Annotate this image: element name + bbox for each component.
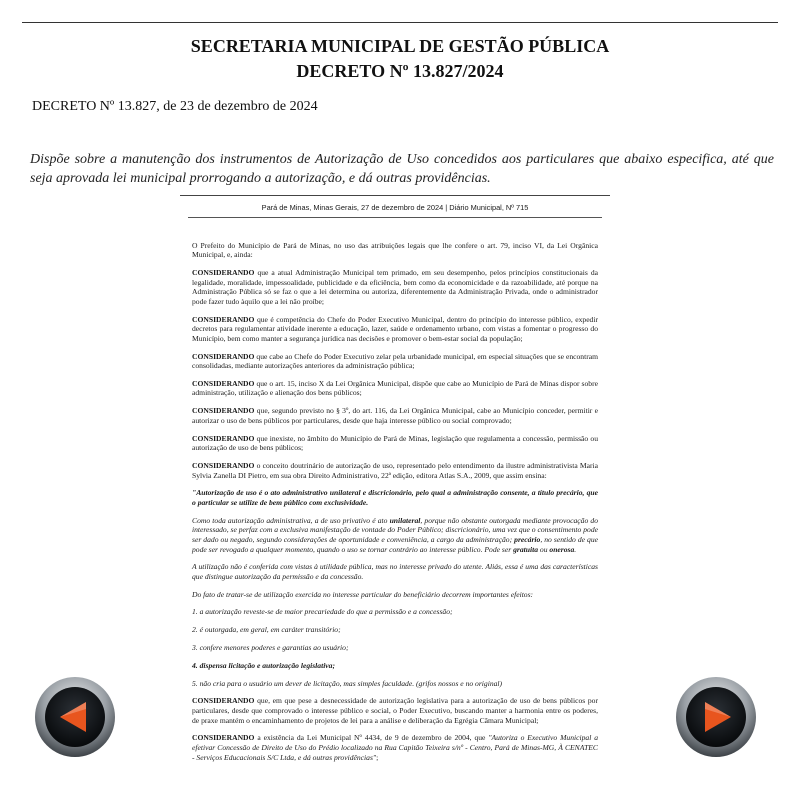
considerando-text: que inexiste, no âmbito do Município de Pará de Minas, legislação que regulamenta a concessão, permissão ou autorização de uso de bens públicos;	[192, 433, 598, 453]
considerando-paragraph	[192, 696, 598, 725]
considerando-label: CONSIDERANDO	[192, 461, 255, 470]
decree-title: DECRETO Nº 13.827/2024	[296, 61, 504, 81]
considerando-label: CONSIDERANDO	[192, 267, 255, 277]
gazette-intro: O Prefeito do Município de Pará de Minas, no uso das atribuições legais que lhe confere o art. 79, inciso VI, da Lei Orgânica Municipal, e, ainda:	[192, 240, 598, 260]
considerando-text: o conceito doutrinário de autorização de uso, representado pelo entendimento da ilustre administrativista Maria Sylvia Zanella DI Pietro, em sua obra Direito Administrativo, 22ª edição, editora Atlas S.A., 2009, que assim ensina:	[192, 461, 598, 480]
decree-summary: Dispõe sobre a manutenção dos instrumentos de Autorização de Uso concedidos aos particulares que abaixo especifica, até que seja aprovada lei municipal prorrogando a autorização, e dá outras providências.	[30, 152, 774, 186]
doctrine-quote-paragraph	[192, 516, 598, 554]
summary-divider	[180, 195, 610, 196]
secretariat-title: SECRETARIA MUNICIPAL DE GESTÃO PÚBLICA	[190, 36, 610, 56]
quote-text: , porque não obstante outorgada mediante provocação do interessado, se perfaz com a exclusiva manifestação de vontade do Poder Público; discricionário, uma vez que o consentimento pode ser dado ou negado, segundo considerações de oportunidade e conveniência, a cargo da administração;	[192, 515, 599, 544]
next-page-button[interactable]	[675, 676, 757, 758]
quote-text: Como toda autorização administrativa, a de uso privativo é ato	[192, 515, 390, 525]
considerando-text: que é competência do Chefe do Poder Executivo Municipal, dentro do princípio do interesse público, expedir decretos para regulamentar atividade inerente a educação, lazer, saúde e ordenamento urbano, com vistas a fomentar o progresso do Município, bem como manter a segurança jurídica nas decisões e promover o bem-estar social da população;	[192, 314, 598, 343]
gazette-excerpt	[180, 203, 610, 801]
considerando-label: CONSIDERANDO	[192, 406, 255, 416]
considerando-text: a existência da Lei Municipal Nº 4434, de 9 de dezembro de 2004, que	[254, 733, 489, 743]
quote-text: .	[574, 544, 577, 554]
considerando-label: CONSIDERANDO	[192, 314, 255, 324]
quote-text: , no sentido de que pode ser revogado a qualquer momento, quando o uso se tornar contrário ao interesse público. Pode ser	[192, 534, 598, 554]
play-left-icon	[34, 676, 116, 758]
considerando-paragraph	[192, 461, 598, 480]
decree-date-line: DECRETO Nº 13.827, de 23 de dezembro de 2024	[32, 99, 318, 114]
doctrine-quote-paragraph: A utilização não é conferida com vistas à utilidade pública, mas no interesse privado do utente. Aliás, essa é uma das características que distingue autorização da permissão e da concessão.	[192, 562, 598, 581]
previous-page-button[interactable]	[34, 676, 116, 758]
considerando-text: que o art. 15, inciso X da Lei Orgânica Municipal, dispõe que cabe ao Município de Pará de Minas dispor sobre administração, utilização e alienação dos bens públicos;	[192, 378, 598, 398]
considerando-label: CONSIDERANDO	[192, 351, 255, 361]
gazette-body	[180, 241, 610, 763]
considerando-label: CONSIDERANDO	[192, 696, 255, 706]
considerando-paragraph	[192, 379, 598, 398]
considerando-paragraph	[192, 268, 598, 306]
effect-item: 5. não cria para o usuário um dever de licitação, mas simples faculdade. (grifos nossos e no original)	[192, 678, 503, 688]
play-right-icon	[675, 676, 757, 758]
quote-emphasis: onerosa	[549, 544, 575, 554]
top-rule	[22, 22, 778, 23]
quote-emphasis: gratuita	[513, 544, 538, 554]
considerando-label: CONSIDERANDO	[192, 378, 255, 388]
quote-emphasis: unilateral	[389, 515, 421, 525]
considerando-text: que a atual Administração Municipal tem primado, em seu desempenho, pelos princípios constitucionais da legalidade, moralidade, impessoalidade, publicidade e da eficiência, bem como da economicidade e da razoabilidade, até porque na Administração Pública só se faz o que a lei determina ou autoriza, diferentemente da Administração Privada, onde o administrador pode fazer tudo àquilo que a lei não proíbe;	[192, 267, 598, 306]
effect-item: 3. confere menores poderes e garantias ao usuário;	[192, 643, 349, 653]
doctrine-quote-paragraph: Do fato de tratar-se de utilização exercida no interesse particular do beneficiário decorrem importantes efeitos:	[192, 589, 534, 599]
quote-emphasis: precário	[514, 534, 541, 544]
considerando-paragraph	[192, 434, 598, 453]
effect-item: 2. é outorgada, em geral, em caráter transitório;	[192, 625, 341, 635]
considerando-paragraph	[192, 406, 598, 425]
considerando-text: que, em que pese a desnecessidade de autorização legislativa para a autorização de uso de bens públicos por particulares, desde que comprovado o interesse público e social, o Poder Executivo, buscando manter a harmonia entre os poderes, de praxe mantém o encaminhamento de projetos de lei para a análise e deliberação da Egrégia Câmara Municipal;	[192, 696, 598, 725]
considerando-label: CONSIDERANDO	[192, 733, 255, 743]
considerando-paragraph	[192, 352, 598, 371]
considerando-text: ;	[376, 752, 379, 762]
considerando-text: que, segundo previsto no § 3º, do art. 116, da Lei Orgânica Municipal, cabe ao Município conceder, permitir e autorizar o uso de bens públicos por particulares, desde que haja interesse público ou social comprovado;	[192, 406, 598, 425]
considerando-label: CONSIDERANDO	[192, 433, 255, 443]
effect-item: 1. a autorização reveste-se de maior precariedade do que a permissão e a concessão;	[192, 607, 453, 617]
doctrine-quote: "Autorização de uso é o ato administrativo unilateral e discricionário, pelo qual a administração consente, a título precário, que o particular se utilize de bem público com exclusividade.	[192, 488, 598, 507]
gazette-header: Pará de Minas, Minas Gerais, 27 de dezembro de 2024 | Diário Municipal, Nº 715	[188, 203, 602, 218]
law-title: "Autoriza o Executivo Municipal a efetivar Concessão de Direito de Uso do Prédio localizado na Rua Capitão Teixeira s/nº - Centro, Pará de Minas-MG, À CENATEC - Serviços Educacionais S/C Ltda, e dá outras providências"	[192, 733, 598, 762]
considerando-paragraph	[192, 733, 598, 762]
considerando-text: que cabe ao Chefe do Poder Executivo zelar pela urbanidade municipal, em especial situações que se encontram consolidadas, mediante autorizações anteriores da administração pública;	[192, 351, 598, 371]
considerando-paragraph	[192, 315, 598, 344]
quote-text: ou	[538, 544, 550, 554]
effect-item: 4. dispensa licitação e autorização legislativa;	[192, 660, 336, 670]
